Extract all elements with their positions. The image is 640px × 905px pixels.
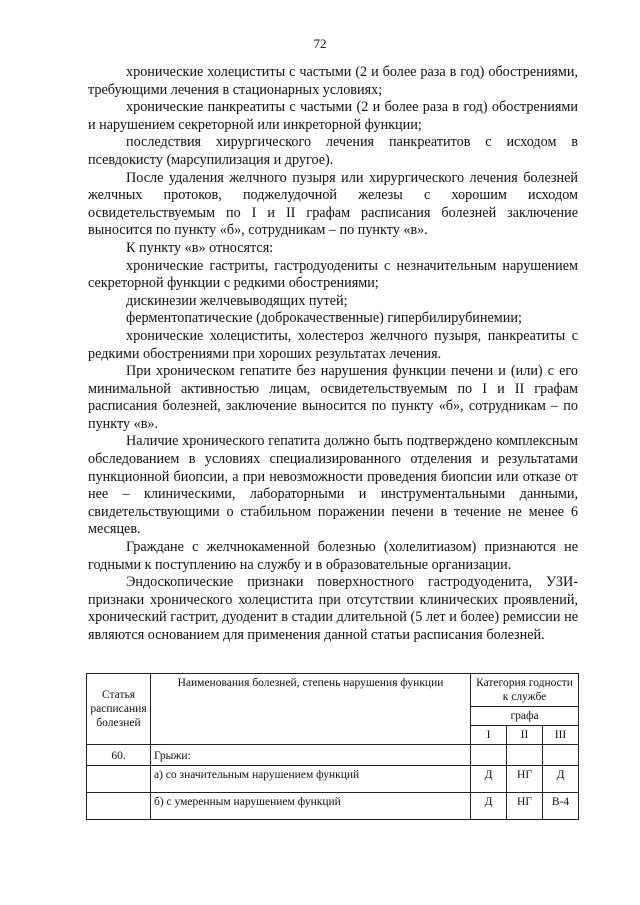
paragraph: ферментопатические (доброкачественные) гипербилирубинемии; — [126, 310, 522, 327]
diseases-table — [86, 673, 579, 820]
paragraph: последствия хирургического лечения панкреатитов с исходом в псевдокисту (марсупилизация и другое). — [88, 134, 578, 168]
cell-article: 60. — [87, 745, 151, 766]
header-graph: графа — [471, 707, 579, 726]
paragraph: Граждане с желчнокаменной болезнью (холелитиазом) признаются не годными к поступлению на службу и в образовательные организации. — [88, 539, 578, 573]
header-disease-name: Наименования болезней, степень нарушения функции — [151, 674, 471, 745]
paragraph: хронические панкреатиты с частыми (2 и более раза в год) обострениями и нарушением секреторной или инкреторной функции; — [88, 99, 578, 133]
header-col-1: I — [471, 726, 507, 745]
cell-disease-name: Грыжи: — [151, 745, 471, 766]
table-row — [87, 766, 579, 793]
paragraph: К пункту «в» относятся: — [126, 239, 274, 256]
paragraph: При хроническом гепатите без нарушения функции печени и (или) с его минимальной активностью лицам, освидетельствуемым по I и II графам расписания болезней, заключение выносится по пункту «б», сотрудникам – по пункту «в». — [88, 363, 578, 432]
paragraph: хронические холециститы, холестероз желчного пузыря, панкреатиты с редкими обострениями при хороших результатах лечения. — [88, 327, 578, 362]
paragraph: дискинезии желчевыводящих путей; — [126, 292, 348, 309]
cell-col-3: Д — [543, 766, 579, 793]
paragraph: Наличие хронического гепатита должно быть подтверждено комплексным обследованием в условиях специализированного отделения и результатами пункционной биопсии, а при невозможности проведения биопсии или отказе от нее – клиническими, лабораторными и инструментальными данными, свидетельствующими о стабильном поражении печени в течение не менее 6 месяцев. — [88, 433, 578, 538]
table-row — [87, 745, 579, 766]
header-article: Статья расписания болезней — [87, 674, 151, 745]
cell-col-3 — [543, 745, 579, 766]
page-number: 72 — [313, 36, 327, 51]
cell-article — [87, 766, 151, 793]
table-row — [87, 793, 579, 820]
paragraph: хронические холециститы с частыми (2 и более раза в год) обострениями, требующими лечения в стационарных условиях; — [88, 64, 578, 98]
cell-col-1 — [471, 745, 507, 766]
cell-disease-name: б) с умеренным нарушением функций — [151, 793, 471, 820]
header-category: Категория годности к службе — [471, 674, 579, 707]
table-header-row — [87, 674, 579, 707]
cell-col-2 — [507, 745, 543, 766]
cell-article — [87, 793, 151, 820]
paragraph: хронические гастриты, гастродуодениты с незначительным нарушением секреторной функции с редкими обострениями; — [88, 257, 578, 292]
header-col-2: II — [507, 726, 543, 745]
cell-col-1: Д — [471, 793, 507, 820]
cell-col-1: Д — [471, 766, 507, 793]
cell-col-2: НГ — [507, 766, 543, 793]
header-col-3: III — [543, 726, 579, 745]
paragraph: После удаления желчного пузыря или хирургического лечения болезней желчных протоков, поджелудочной железы с хорошим исходом освидетельствуемым по I и II графам расписания болезней заключение выносится по пункту «б», сотрудникам – по пункту «в». — [88, 169, 578, 239]
body-text — [88, 64, 578, 645]
cell-col-3: В-4 — [543, 793, 579, 820]
cell-disease-name: а) со значительным нарушением функций — [151, 766, 471, 793]
cell-col-2: НГ — [507, 793, 543, 820]
paragraph: Эндоскопические признаки поверхностного гастродуоденита, УЗИ-признаки хронического холецистита при отсутствии клинических проявлений, хронический гастрит, дуоденит в стадии длительной (5 лет и более) ремиссии не являются основанием для применения данной статьи расписания болезней. — [88, 574, 578, 643]
